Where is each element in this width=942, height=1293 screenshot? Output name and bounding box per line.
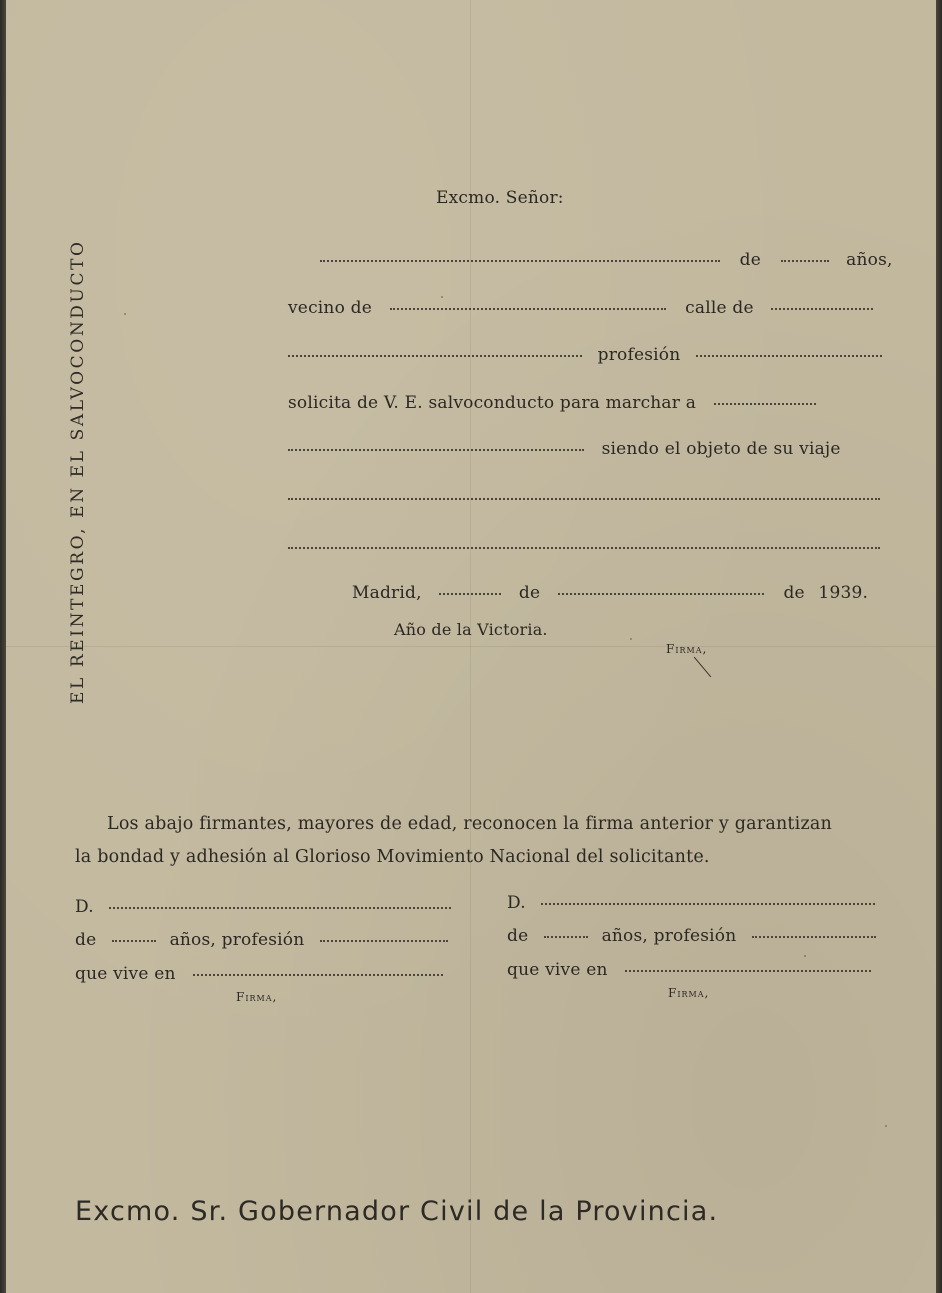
left-guarantor-name-line [75,897,451,917]
right-edge [936,0,942,1293]
solicita-label: solicita de V. E. salvoconducto para marchar a [288,393,697,413]
right-guarantor-age-field[interactable] [544,936,588,938]
city-label: Madrid, [352,583,422,603]
paper-speck [804,955,806,957]
de-label-2: de [783,583,805,603]
year-motto: Año de la Victoria. [394,620,548,639]
right-guarantor-profession-field[interactable] [752,936,876,938]
name-field[interactable] [320,260,720,262]
right-vive-label: que vive en [507,960,608,980]
applicant-signature-label: Firma, [666,642,708,656]
left-guarantor-age-line [75,930,448,950]
guarantor-paragraph-line-1: Los abajo firmantes, mayores de edad, reconocen la firma anterior y garantizan [107,814,832,834]
left-guarantor-address-field[interactable] [193,974,443,976]
form-line-profesion [288,345,882,365]
left-anos-label: años, profesión [169,930,305,950]
left-de-label: de [75,930,97,950]
right-guarantor-age-line [507,926,876,946]
form-line-objeto [288,439,841,459]
profesion-label: profesión [597,345,681,365]
left-d-label: D. [75,897,94,917]
right-d-label: D. [507,893,526,913]
date-line [352,583,868,603]
left-signature-label: Firma, [236,990,278,1004]
paper-speck [441,296,443,298]
form-line-age [320,250,893,270]
left-guarantor-age-field[interactable] [112,940,156,942]
paper-speck [885,1125,887,1127]
age-field[interactable] [781,260,829,262]
objeto-field-2[interactable] [288,547,880,549]
side-notice: EL REINTEGRO, EN EL SALVOCONDUCTO [68,239,88,704]
right-anos-label: años, profesión [601,926,737,946]
de-label: de [739,250,761,270]
guarantor-paragraph-line-2: la bondad y adhesión al Glorioso Movimiento Nacional del solicitante. [75,847,710,867]
salutation: Excmo. Señor: [436,188,564,208]
right-signature-label: Firma, [668,986,710,1000]
left-edge [0,0,6,1293]
left-guarantor-address-line [75,964,443,984]
profesion-field[interactable] [696,355,882,357]
horizontal-fold [0,646,942,647]
form-line-objeto-field-2 [288,537,880,557]
addressee: Excmo. Sr. Gobernador Civil de la Provincia. [75,1196,719,1227]
form-line-objeto-field-1 [288,488,880,508]
right-guarantor-address-field[interactable] [625,970,871,972]
destino-field[interactable] [714,403,816,405]
left-vive-label: que vive en [75,964,176,984]
anos-label: años, [846,250,893,270]
right-guarantor-address-line [507,960,871,980]
left-guarantor-profession-field[interactable] [320,940,448,942]
form-line-destino [288,393,816,413]
calle-label: calle de [685,298,754,318]
calle-field[interactable] [771,308,873,310]
paper-speck [630,638,632,640]
right-de-label: de [507,926,529,946]
right-guarantor-name-field[interactable] [541,903,875,905]
left-guarantor-name-field[interactable] [109,907,451,909]
year-label: 1939. [818,583,869,603]
destino-continuation-field[interactable] [288,449,584,451]
month-field[interactable] [558,593,764,595]
objeto-label: siendo el objeto de su viaje [601,439,841,459]
objeto-field-1[interactable] [288,498,880,500]
right-guarantor-name-line [507,893,875,913]
paper-speck [124,313,126,315]
de-label-1: de [518,583,541,603]
vecino-field[interactable] [390,308,666,310]
form-line-vecino [288,298,873,318]
day-field[interactable] [439,593,501,595]
vecino-label: vecino de [288,298,372,318]
address-field[interactable] [288,355,582,357]
